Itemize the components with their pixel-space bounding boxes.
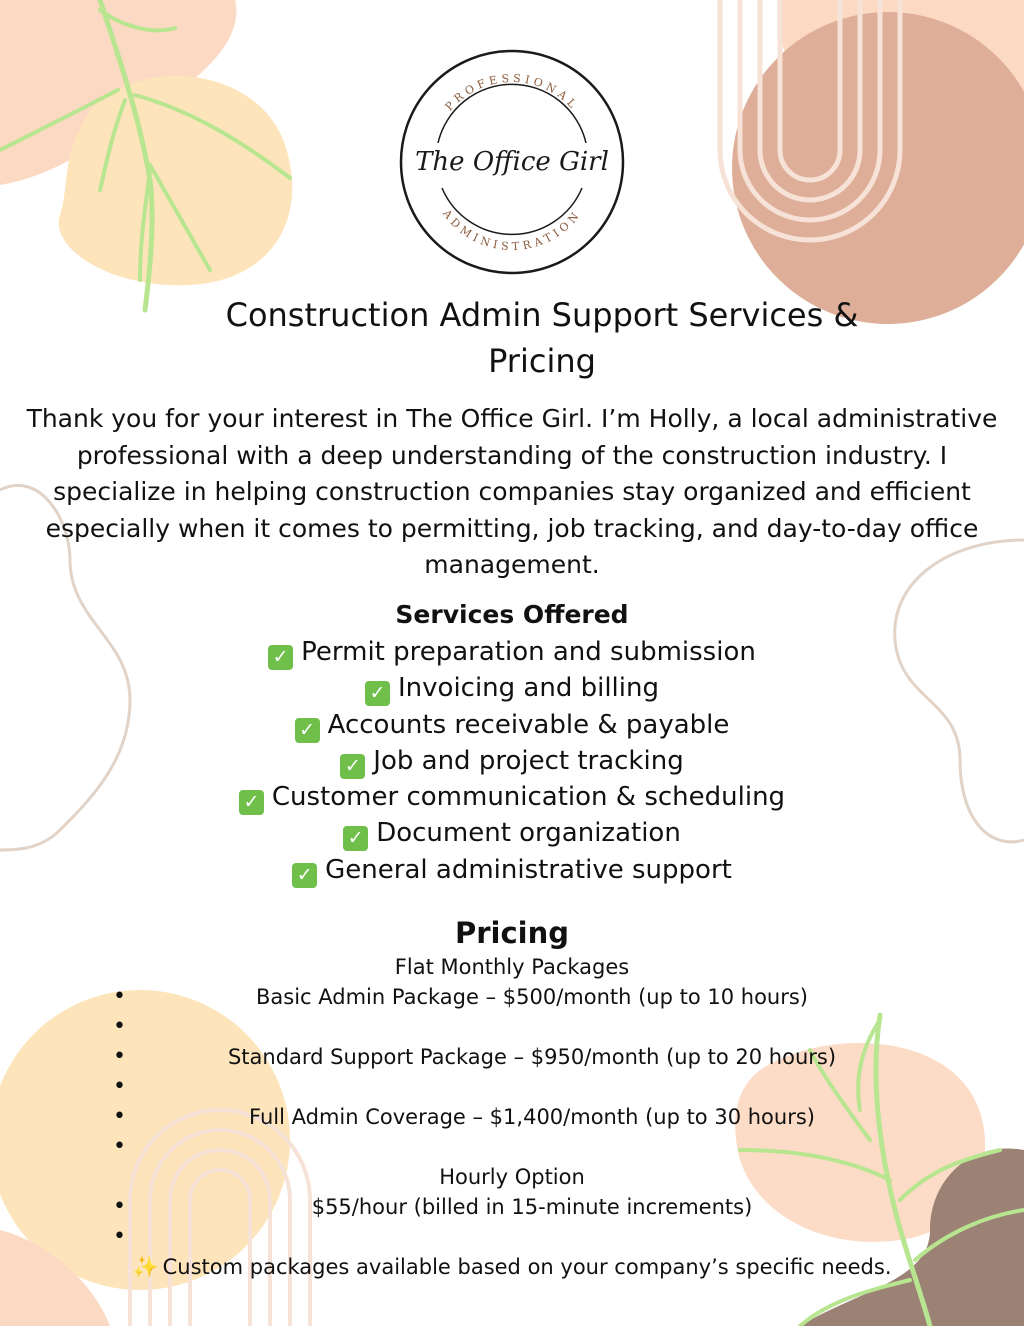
custom-packages-text: Custom packages available based on your company’s specific needs. [162,1255,892,1279]
logo-arc-top-text: PROFESSIONAL [442,71,582,114]
service-item [0,743,1024,779]
sparkles-icon: ✨ [132,1255,159,1279]
the-office-girl-logo [398,48,626,276]
custom-packages-note [0,1252,1024,1282]
services-list [0,634,1024,888]
service-item-label: Permit preparation and submission [301,637,756,667]
list-item-empty [0,1012,1024,1042]
service-item [0,779,1024,815]
check-mark-button-icon: ✓ [343,826,368,851]
pricing-heading: Pricing [454,916,570,950]
package-basic: Basic Admin Package – $500/month (up to 10 hours) [255,985,809,1009]
list-item [0,1192,1024,1222]
pricing-block [0,952,1024,1282]
check-mark-button-icon: ✓ [292,863,317,888]
hourly-rate: $55/hour (billed in 15-minute increments) [311,1195,753,1219]
service-item [0,670,1024,706]
check-mark-button-icon: ✓ [340,754,365,779]
monthly-packages-list [0,982,1024,1162]
package-full: Full Admin Coverage – $1,400/month (up to 30 hours) [249,1105,815,1129]
service-item-label: General administrative support [325,854,732,885]
page-title [0,292,1024,384]
service-item-label: Job and project tracking [373,745,684,776]
list-item-empty [0,1222,1024,1252]
service-item-label: Document organization [376,818,681,849]
service-item [0,815,1024,851]
hourly-option-list [0,1192,1024,1252]
hourly-option-heading: Hourly Option [439,1165,585,1189]
page-title-line-1: Construction Admin Support Services & [225,296,859,334]
list-item [0,982,1024,1012]
service-item-label: Invoicing and billing [398,673,659,704]
logo-arc-bottom-text: ADMINISTRATION [440,207,585,254]
list-item-empty [0,1132,1024,1162]
check-mark-button-icon: ✓ [239,790,264,815]
service-item [0,634,1024,670]
list-item [0,1102,1024,1132]
service-item [0,852,1024,888]
intro-paragraph: Thank you for your interest in The Office Girl. I’m Holly, a local administrative professional with a deep understanding of the construction industry. I specialize in helping construction companies stay organized and efficient especially when it comes to permitting, job tracking, and day-to-day office management. [26,404,998,579]
package-standard: Standard Support Package – $950/month (up to 20 hours) [227,1045,837,1069]
logo-script-name: The Office Girl [415,147,609,177]
check-mark-button-icon: ✓ [365,681,390,706]
check-mark-button-icon: ✓ [268,645,293,670]
monthly-packages-heading: Flat Monthly Packages [394,955,630,979]
page-title-line-2: Pricing [488,342,596,380]
check-mark-button-icon: ✓ [295,718,320,743]
service-item-label: Accounts receivable & payable [327,709,730,740]
list-item [0,1042,1024,1072]
service-item-label: Customer communication & scheduling [271,782,786,813]
service-item [0,707,1024,743]
list-item-empty [0,1072,1024,1102]
services-heading: Services Offered [395,600,629,629]
